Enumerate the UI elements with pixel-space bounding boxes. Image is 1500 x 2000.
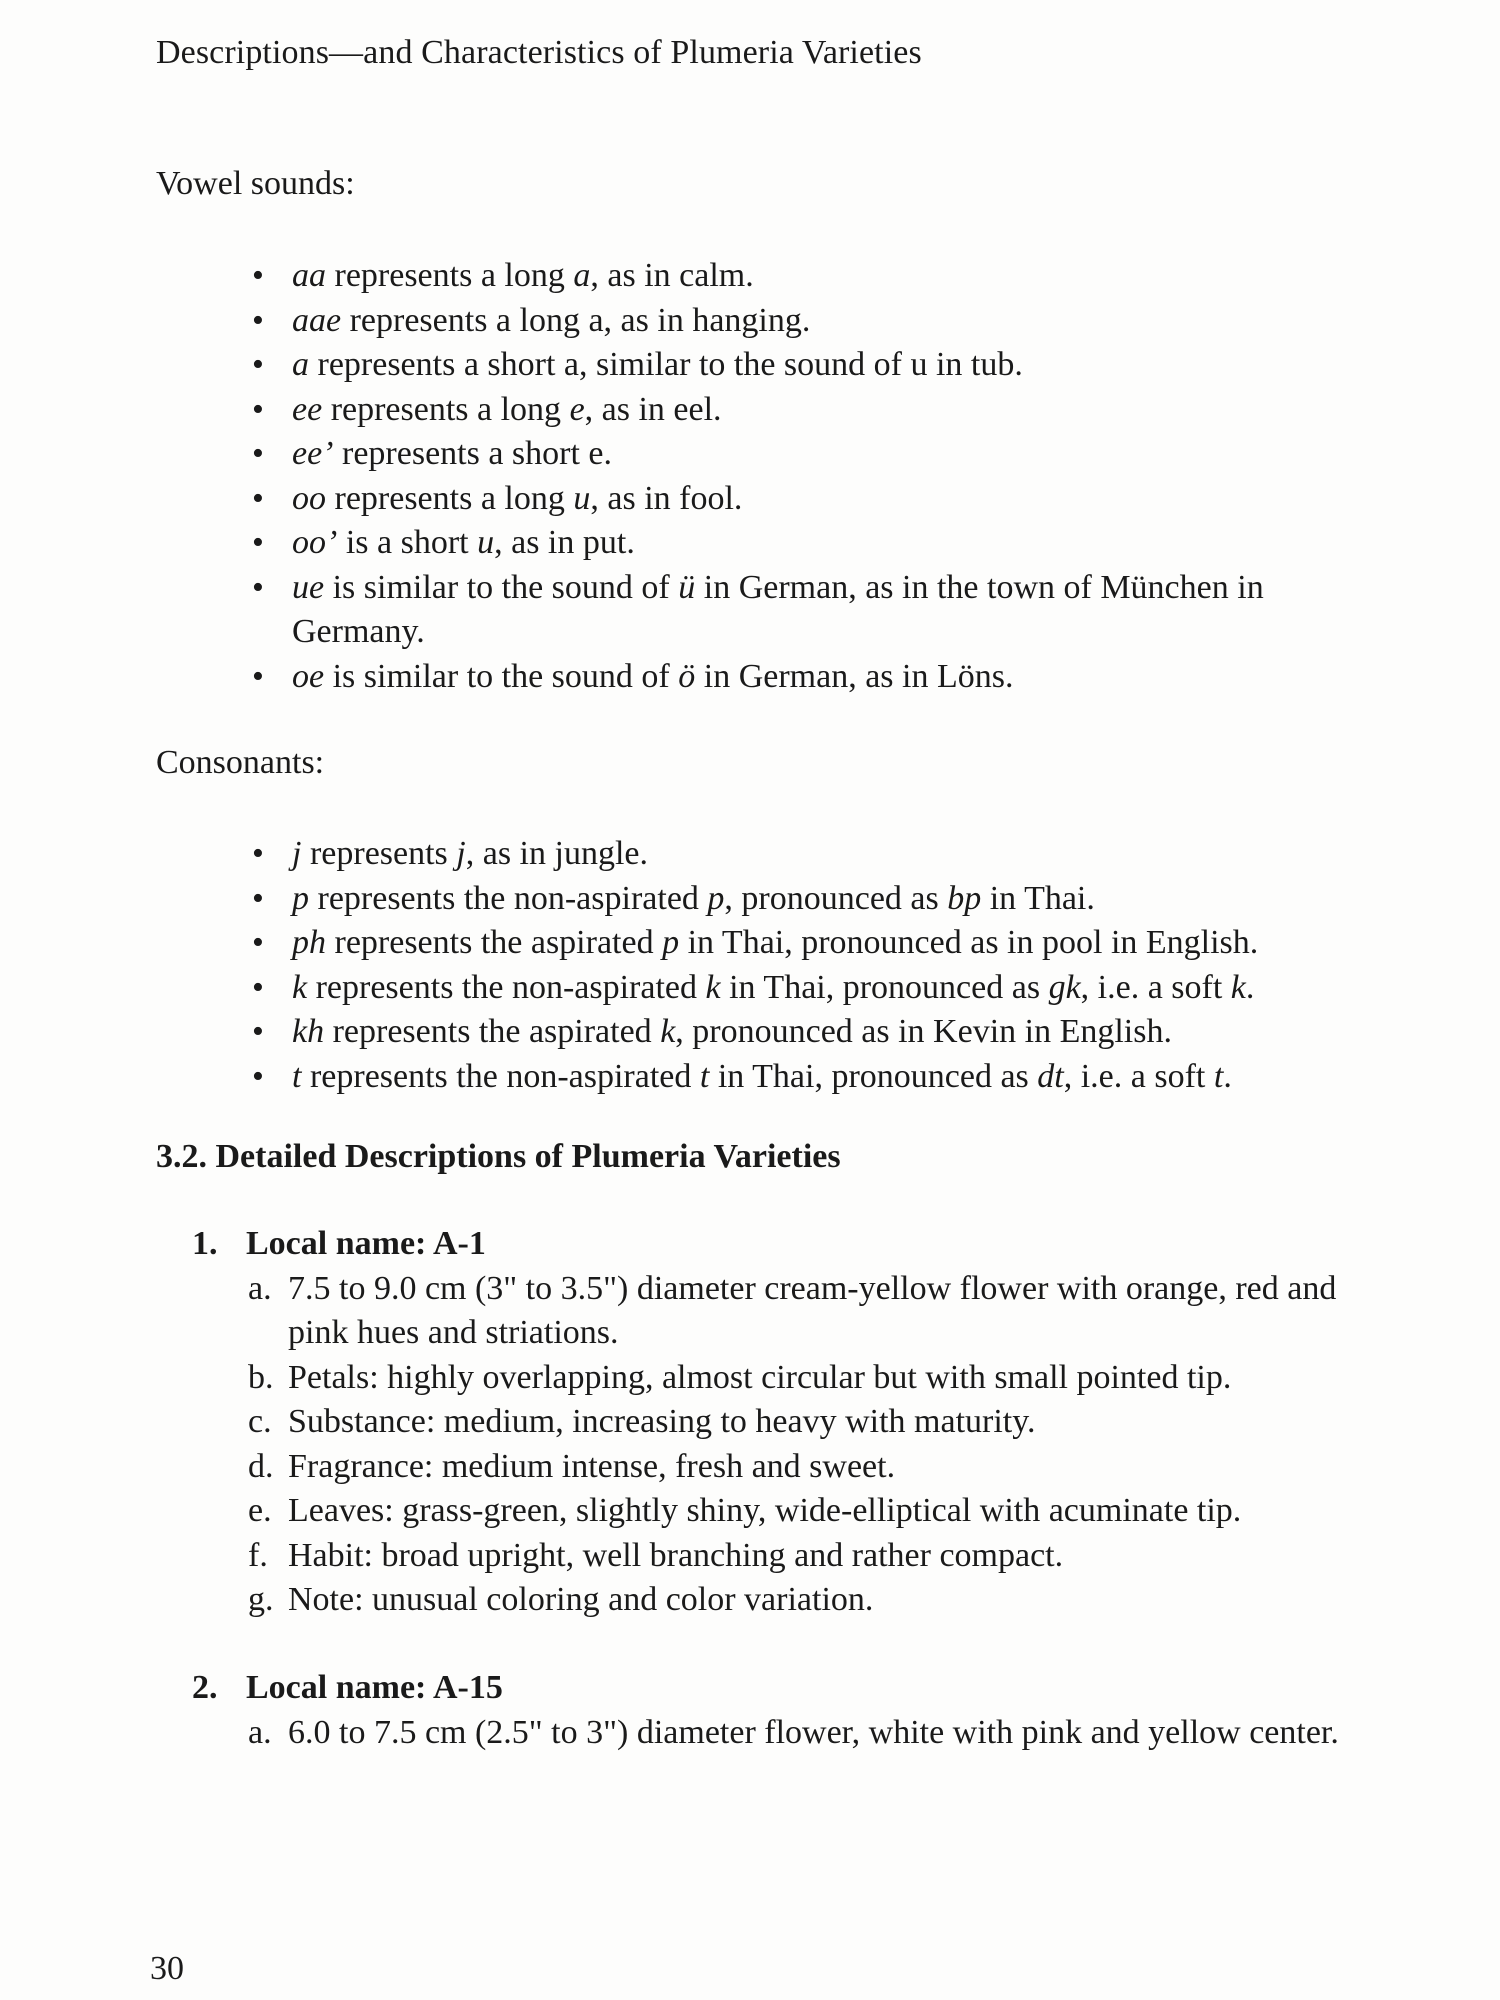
- vowel-item: • oe is similar to the sound of ö in German, as in Löns.: [252, 655, 1382, 700]
- entry-details: [248, 1267, 1392, 1623]
- detail-item: f. Habit: broad upright, well branching and rather compact.: [248, 1536, 1064, 1574]
- section-heading: 3.2. Detailed Descriptions of Plumeria Varieties: [156, 1138, 841, 1175]
- vowel-list: [252, 254, 1382, 699]
- detail-item: d. Fragrance: medium intense, fresh and sweet.: [248, 1447, 896, 1485]
- vowel-item: • oo represents a long u, as in fool.: [252, 477, 1382, 522]
- detail-item: c. Substance: medium, increasing to heavy with maturity.: [248, 1403, 1036, 1440]
- consonant-list: [252, 832, 1382, 1099]
- consonant-item: • ph represents the aspirated p in Thai, pronounced as in pool in English.: [252, 921, 1382, 966]
- entry-details: [248, 1711, 1392, 1756]
- vowel-item: • ue is similar to the sound of ü in German, as in the town of München in Germany.: [252, 566, 1382, 655]
- vowel-sounds-label: Vowel sounds:: [156, 165, 355, 202]
- vowel-item: • a represents a short a, similar to the sound of u in tub.: [252, 343, 1382, 388]
- detail-item: g. Note: unusual coloring and color variation.: [248, 1581, 874, 1618]
- detail-item: b. Petals: highly overlapping, almost circular but with small pointed tip.: [248, 1358, 1232, 1396]
- vowel-item: • ee’ represents a short e.: [252, 432, 1382, 477]
- detail-item: e. Leaves: grass-green, slightly shiny, wide-elliptical with acuminate tip.: [248, 1492, 1242, 1529]
- vowel-item: • oo’ is a short u, as in put.: [252, 521, 1382, 566]
- detail-item: a. 7.5 to 9.0 cm (3" to 3.5") diameter cream-yellow flower with orange, red and pink hues and striations.: [248, 1269, 1337, 1351]
- detail-item: a. 6.0 to 7.5 cm (2.5" to 3") diameter flower, white with pink and yellow center.: [248, 1713, 1339, 1751]
- variety-entry-a15: [192, 1666, 1392, 1755]
- consonants-label: Consonants:: [156, 744, 325, 781]
- page-number: 30: [150, 1950, 184, 1987]
- entry-title: 1. Local name: A-1: [192, 1225, 486, 1262]
- consonant-item: • k represents the non-aspirated k in Thai, pronounced as gk, i.e. a soft k.: [252, 966, 1382, 1011]
- consonant-item: • j represents j, as in jungle.: [252, 832, 1382, 877]
- running-head: Descriptions—and Characteristics of Plumeria Varieties: [156, 34, 922, 71]
- vowel-item: • aae represents a long a, as in hanging.: [252, 299, 1382, 344]
- entry-title: 2. Local name: A-15: [192, 1669, 503, 1706]
- variety-entry-a1: [192, 1222, 1392, 1623]
- vowel-item: • ee represents a long e, as in eel.: [252, 388, 1382, 433]
- consonant-item: • p represents the non-aspirated p, pronounced as bp in Thai.: [252, 877, 1382, 922]
- consonant-item: • kh represents the aspirated k, pronounced as in Kevin in English.: [252, 1010, 1382, 1055]
- vowel-item: • aa represents a long a, as in calm.: [252, 254, 1382, 299]
- consonant-item: • t represents the non-aspirated t in Thai, pronounced as dt, i.e. a soft t.: [252, 1055, 1382, 1100]
